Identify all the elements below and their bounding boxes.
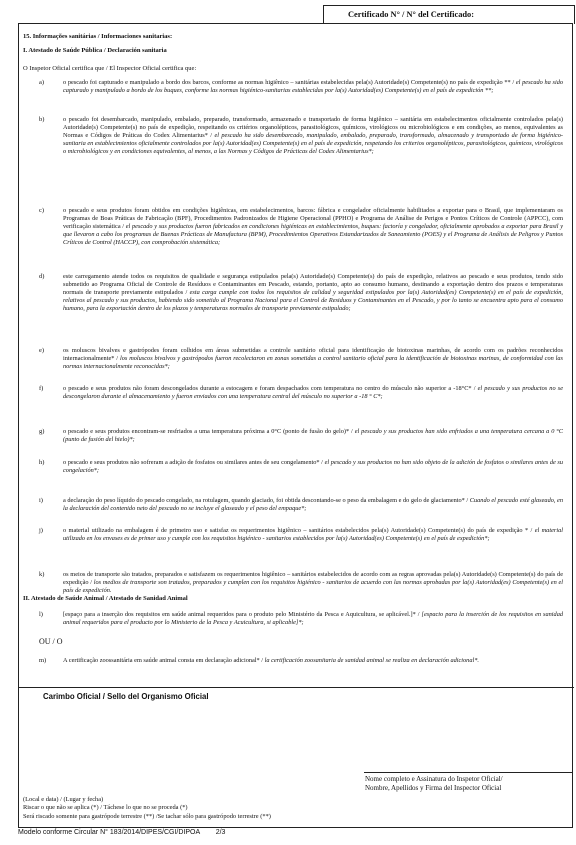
item-h-text: o pescado e seus produtos não sofreram a adição de fosfatos ou similares antes de seu congelamento* / el pescado y sus productos no han sido objeto de la adición de fosfatos o similares antes de su congelación*;: [63, 459, 563, 475]
item-b-label: b): [39, 116, 45, 123]
item-g-text: o pescado e seus produtos encontram-se resfriados a uma temperatura próxima a 0°C (ponto de fusão do gelo)* / el pescado y sus productos han sido enfriados a una temperatura cercana a 0 °C (punto de fusión del hielo)*;: [63, 428, 563, 444]
signature-line: [364, 772, 572, 773]
item-c-label: c): [39, 207, 45, 214]
item-l-label: l): [39, 611, 43, 618]
section-title: 15. Informações sanitárias / Informaciones sanitarias:: [23, 33, 173, 40]
item-h-label: h): [39, 459, 45, 466]
sanitary-info-frame: [18, 23, 573, 828]
item-k-label: k): [39, 571, 45, 578]
item-j-text: o material utilizado na embalagem é de primeiro uso e satisfaz os requerimentos higiênico – sanitários estabelecidos pela(s) Autoridade(s) Competente(s) do país de expedição * / el material utilizado en los envases es de primer uso y cumple con los requisitos higiénico - sanitarios establecidos por la(s) Autoridad(es) Competente(s) en el país de expedición*;: [63, 527, 563, 543]
item-f-label: f): [39, 385, 44, 392]
item-i-text: a declaração do peso líquido do pescado congelado, na rotulagem, quando glaciado, foi obtida descontando-se o peso da embalagem e do gelo de glaciamento* / Cuando el pescado esté glaseado, en la declaración del contenido neto del pescado no se incluye el glaseado y el peso del empaque*;: [63, 497, 563, 513]
item-g-label: g): [39, 428, 45, 435]
item-d-text: este carregamento atende todos os requisitos de qualidade e segurança estipulados pela(s) Autoridade(s) Competente(s) do país de expedição, relativos ao pescado e seus produtos, tendo sido submetido ao Programa Oficial de Controle de Resíduos e Contaminantes em Pescado, estando, portanto, apto ao consumo humano, destinando a exportação dentro dos prazos e temperaturas normais de transporte previamente estipulados / esta carga cumple con todos los requisitos de calidad y seguridad estipulados por la(s) Autoridad(es) Competente(s) en el país de expedición, relativos al pescado y sus productos, habiendo sido sometido al Programa Nacional para el Control de Residuos y Contaminantes en el Pescado, y por lo tanto se encuentra apto para el consumo humano, para la exportación dentro de los plazos y temperaturas normales de transporte previamente estipulado;: [63, 273, 564, 313]
item-e-label: e): [39, 347, 45, 354]
or-label: OU / O: [39, 637, 63, 646]
item-a-text: o pescado foi capturado e manipulado a bordo dos barcos, conforme as normas higiênico – sanitárias estabelecidas pela(s) Autoridade(s) Competente(s) no país de expedição ** / el pescado ha sido capturado y manipulado a bordo de los buques, conforme las normas higiénico-sanitarias establecidas por la(s) Autoridad(es) Competente(s) en el país de expedición **;: [63, 79, 563, 95]
item-k-text: os meios de transporte são tratados, preparados e satisfazem os requerimentos higiênico – sanitários estabelecidos de acordo com as regras aprovadas pela(s) Autoridade(s) Competente(s) do país de expedição / los medios de transporte son tratados, preparados y cumplen con los requisitos higiénico - sanitarios de acuerdo con las normas aprobadas por la(s) Autoridad(es) Competente(s) en el país de expedición.: [63, 571, 564, 595]
item-c-text: o pescado e seus produtos foram obtidos em condições higiênicas, em estabelecimentos, barcos: fábrica e congelador oficialmente habilitados a exportar para o Brasil, que implementaram os Programas de Boas Práticas de Fabricação (BPF), Procedimentos Padronizados de Higiene Operacional (PPHO) e Programa de Análise de Perigos e Pontos Críticos de Controle (APPCC), com verificação sistemática / el pescado y sus productos fueron fabricados en condiciones higiénicas en establecimientos, buques: factoría y congelador, oficialmente aprobados a exportar para Brasil y que llevaron a cabo los programas de Buenas Prácticas de Manufactura (BPM), Procedimientos Operativos Estandarizados de Saneamiento (POES) y el Programa de Análisis de Peligros y Puntos Críticos de Control (HACCP), con comprobación sistemática;: [63, 207, 564, 247]
item-m-label: m): [39, 657, 47, 664]
strike-note: Riscar o que não se aplica (*) / Táchese lo que no se proceda (*): [23, 804, 188, 812]
official-stamp-label: Carimbo Oficial / Sello del Organismo Oficial: [43, 692, 209, 701]
signature-caption-line2: Nombre, Apellidos y Firma del Inspector Oficial: [365, 784, 502, 792]
certificate-number-box: [323, 5, 575, 24]
item-l-text: [espaço para a inserção dos requisitos em saúde animal requeridos para o produto pelo Ministério da Pesca e Aquicultura, se aplicável.]* / [espacio para la inserción de los requisitos en sanidad animal requeridos para el producto por lo Ministerio de la Pesca y Acuicultura, si aplicable]*;: [63, 611, 563, 627]
model-reference: Modelo conforme Circular N° 183/2014/DIPES/CGI/DIPOA: [18, 829, 200, 836]
item-i-label: i): [39, 497, 43, 504]
part1-intro: O Inspetor Oficial certifica que / El Inspector Oficial certifica que:: [23, 65, 197, 72]
place-date-note: (Local e data) / (Lugar y fecha): [23, 796, 104, 803]
item-j-label: j): [39, 527, 43, 534]
certificate-page: [18, 2, 573, 828]
signature-caption: [365, 775, 503, 793]
item-d-label: d): [39, 273, 45, 280]
part2-title: II. Atestado de Saúde Animal / Atestado de Sanidad Animal: [23, 595, 188, 602]
item-a-label: a): [39, 79, 45, 86]
item-f-text: o pescado e seus produtos não foram descongelados durante a estocagem e foram despachados com temperatura no centro do músculo não superior a -18°C* / el pescado y sus productos no se descongelaron durante el almacenamiento y fueron enviados con una temperatura central del músculo no superior a -18 ° C*;: [63, 385, 563, 401]
signature-caption-line1: Nome completo e Assinatura do Inspetor Oficial/: [365, 775, 503, 783]
document-footer: [18, 829, 225, 836]
item-m-text: A certificação zoossanitária em saúde animal consta em declaração adicional* / la certificación zoosanitaria de sanidad animal se realiza en declaración adicional*.: [63, 657, 479, 664]
footnotes: [23, 796, 271, 821]
item-e-text: os moluscos bivalves e gastrópodes foram colhidos em áreas submetidas a controle sanitário oficial para identificação de biotoxinas marinhas, de acordo com os padrões reconhecidos internacionalmente* / los moluscos bivalvos y gastrópodos fueron recolectaron en zonas sometidas a control sanitario oficial para la identificación de biotoxinas marinas, de conformidad con las normas internacionalmente reconocidas*;: [63, 347, 564, 371]
certificate-number-label: Certificado N° / N° del Certificado:: [348, 10, 475, 19]
gastropod-note: Será riscado somente para gastrópode terrestre (**) /Se tachar sólo para gastrópodo terrestre (**): [23, 812, 271, 820]
item-b-text: o pescado foi desembarcado, manipulado, embalado, preparado, transformado, armazenado e transportado de forma higiênico – sanitária em estabelecimentos oficialmente controlados pela(s) Autoridade(s) Competente(s) no país de expedição, respeitando os critérios organolépticos, parasitológicos, químicos, virológicos ou microbiológicos e em condições, ao menos, equivalentes as Normas e Códigos de Práticas do Codex Alimentarius* / el pescado ha sido desembarcado, manipulado, embalado, preparado, transformado, almacenado y transportado de forma higiénico-sanitaria en establecimientos oficialmente controlados por la(s) Autoridad(es) Competente(s) en el país de expedición, respetando los criterios organolépticos, parasitológicos, químicos, virológicos o microbiológicos y en condiciones equivalentes, al menos, a las Normas y Códigos de Prácticas del Codex Alimentarius*;: [63, 116, 564, 156]
stamp-separator: [19, 687, 574, 688]
part1-title: I. Atestado de Saúde Pública / Declaración sanitaria: [23, 47, 167, 54]
page-number: 2/3: [215, 829, 226, 836]
